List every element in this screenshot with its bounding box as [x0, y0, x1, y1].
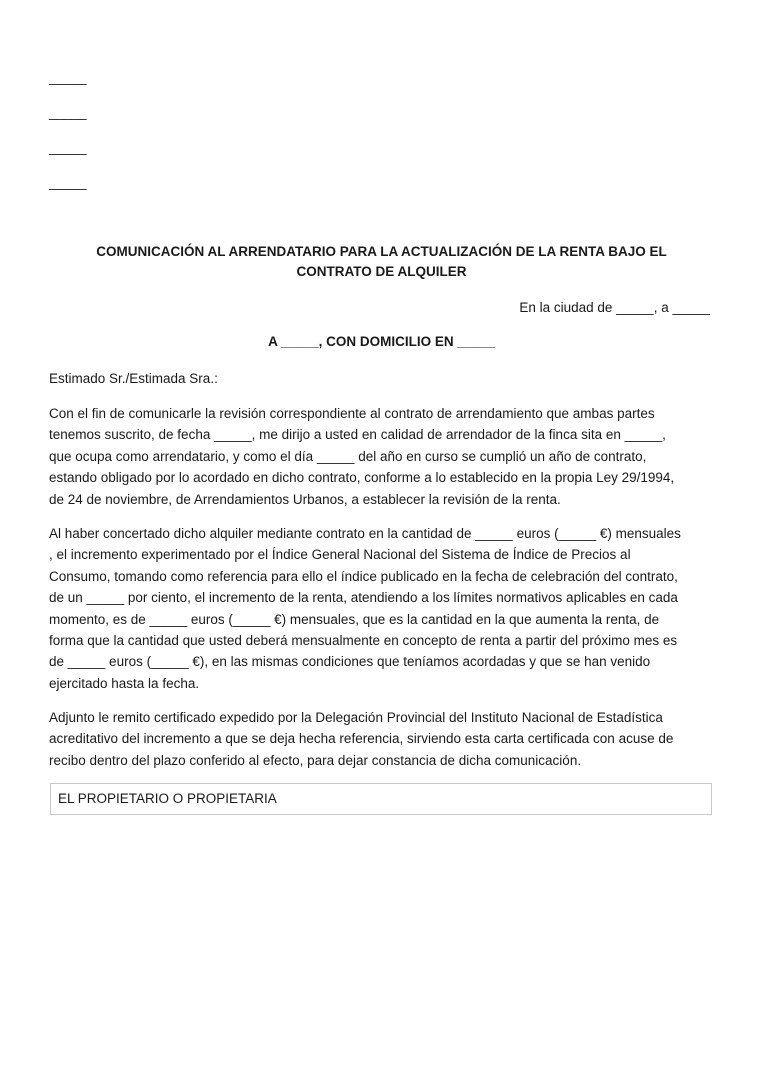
- body-paragraph: [49, 403, 714, 510]
- body-paragraph: [49, 523, 714, 694]
- recipient-line: A _____, CON DOMICILIO EN _____: [268, 334, 495, 349]
- salutation: Estimado Sr./Estimada Sra.:: [49, 371, 218, 386]
- paragraph-line: de un _____ por ciento, el incremento de la renta, atendiendo a los límites normativos aplicables en cada: [49, 590, 678, 606]
- sender-blank-lines: [49, 70, 87, 210]
- paragraph-line: de 24 de noviembre, de Arrendamientos Urbanos, a establecer la revisión de la renta.: [49, 491, 561, 507]
- sender-blank-line: _____: [49, 70, 87, 85]
- paragraph-line: acreditativo del incremento a que se deja hecha referencia, sirviendo esta carta certificada con acuse de: [49, 731, 674, 747]
- paragraph-line: Adjunto le remito certificado expedido por la Delegación Provincial del Instituto Nacional de Estadística: [49, 710, 663, 725]
- paragraph-line: recibo dentro del plazo conferido al efecto, para dejar constancia de dicha comunicación.: [49, 752, 582, 768]
- paragraph-line: que ocupa como arrendatario, y como el día _____ del año en curso se cumplió un año de contrato,: [49, 448, 647, 464]
- paragraph-line: forma que la cantidad que usted deberá mensualmente en concepto de renta a partir del próximo mes es: [49, 633, 678, 649]
- paragraph-line: ejercitado hasta la fecha.: [49, 675, 200, 691]
- title-line: COMUNICACIÓN AL ARRENDATARIO PARA LA ACTUALIZACIÓN DE LA RENTA BAJO EL: [96, 244, 667, 259]
- paragraph-line: tenemos suscrito, de fecha _____, me dirijo a usted en calidad de arrendador de la finca sita en _____,: [49, 427, 666, 443]
- sender-blank-line: _____: [49, 140, 87, 155]
- paragraph-line: de _____ euros (_____ €), en las mismas condiciones que teníamos acordadas y que se han venido: [49, 654, 651, 670]
- sender-blank-line: _____: [49, 105, 87, 120]
- paragraph-line: momento, es de _____ euros (_____ €) mensuales, que es la cantidad en la que aumenta la renta, de: [49, 611, 660, 627]
- paragraph-line: Consumo, tomando como referencia para ello el índice publicado en la fecha de celebración del contrato,: [49, 568, 678, 584]
- document-title: [49, 242, 714, 282]
- signature-box: [50, 783, 712, 815]
- signature-label: EL PROPIETARIO O PROPIETARIA: [58, 791, 277, 806]
- paragraph-line: estando obligado por lo acordado en dicho contrato, conforme a lo establecido en la propia Ley 29/1994,: [49, 470, 675, 486]
- paragraph-line: Con el fin de comunicarle la revisión correspondiente al contrato de arrendamiento que ambas partes: [49, 406, 655, 421]
- title-line: CONTRATO DE ALQUILER: [296, 264, 467, 279]
- place-and-date: En la ciudad de _____, a _____: [519, 300, 710, 315]
- paragraph-line: , el incremento experimentado por el Índice General Nacional del Sistema de Índice de Precios al: [49, 547, 631, 563]
- sender-blank-line: _____: [49, 175, 87, 190]
- body-paragraph: [49, 707, 714, 771]
- paragraph-line: Al haber concertado dicho alquiler mediante contrato en la cantidad de _____ euros (_____ €) mensuales: [49, 526, 681, 541]
